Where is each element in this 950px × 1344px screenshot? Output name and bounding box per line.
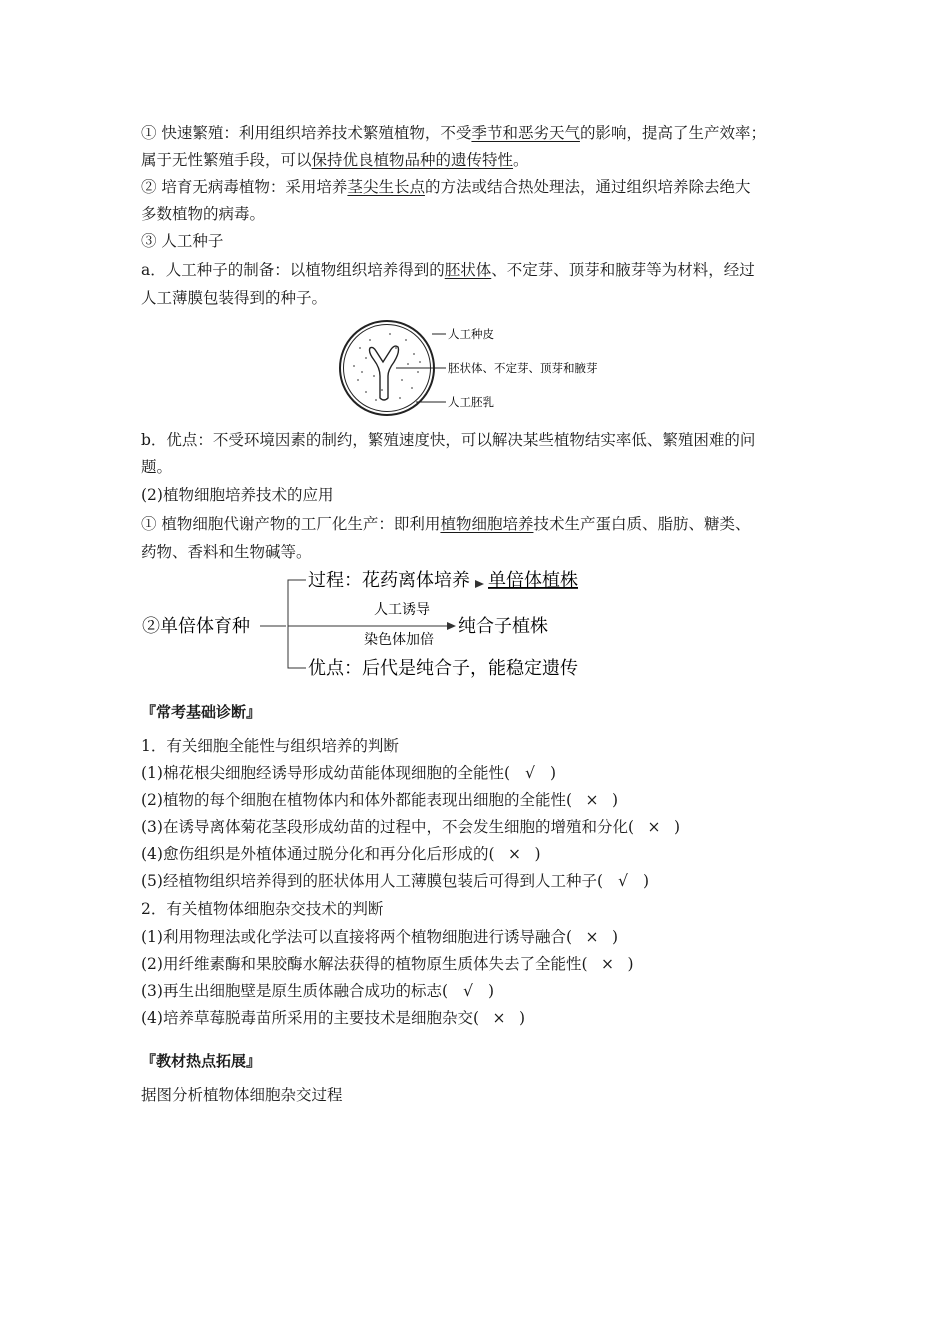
textbook-paragraph: 据图分析植物体细胞杂交过程: [141, 1086, 343, 1104]
haploid-plant-text: 单倍体植株: [488, 570, 578, 591]
arrow-head-1: [475, 580, 484, 588]
paragraph-seed-prep: a．人工种子的制备：以植物组织培养得到的胚状体、不定芽、顶芽和腋芽等为材料，经过: [141, 261, 755, 279]
label-embryo: 胚状体、不定芽、顶芽和腋芽: [448, 361, 598, 375]
question-item: (4)愈伤组织是外植体通过脱分化和再分化后形成的( × ): [141, 845, 541, 863]
paragraph-virus-free: ② 培育无病毒植物：采用培养茎尖生长点的方法或结合热处理法，通过组织培养除去绝大: [141, 178, 751, 196]
answer-mark: √: [463, 982, 473, 1000]
answer-mark: ×: [647, 818, 661, 836]
label-artificial-seed-coat: 人工种皮: [448, 327, 494, 341]
advantage-text: 优点：后代是纯合子，能稳定遗传: [308, 658, 578, 679]
answer-mark: ×: [585, 928, 599, 946]
paragraph-metabolite-production: ① 植物细胞代谢产物的工厂化生产：即利用植物细胞培养技术生产蛋白质、脂肪、糖类、: [141, 515, 751, 533]
underlined-answer: 保持优良植物品种的遗传特性: [311, 151, 514, 169]
question-item: (1)利用物理法或化学法可以直接将两个植物细胞进行诱导融合( × ): [141, 928, 619, 946]
bracket: [288, 580, 306, 668]
question-item: (3)再生出细胞壁是原生质体融合成功的标志( √ ): [141, 982, 495, 1000]
pure-plant-text: 纯合子植株: [458, 616, 548, 637]
haploid-breeding-diagram: [138, 566, 608, 682]
artificial-seed-diagram: [330, 318, 630, 418]
embryo-shape: [370, 346, 399, 400]
answer-mark: ×: [601, 955, 615, 973]
arrow-head-2: [447, 622, 456, 630]
haploid-breeding-title: ②单倍体育种: [142, 616, 250, 637]
paragraph-metabolite-production-cont: 药物、香料和生物碱等。: [141, 543, 312, 561]
answer-mark: ×: [508, 845, 522, 863]
question-group-2-title: 2．有关植物体细胞杂交技术的判断: [141, 900, 384, 918]
diagnosis-heading: 『常考基础诊断』: [141, 703, 262, 721]
endosperm-dots: [353, 333, 421, 401]
answer-mark: √: [618, 872, 628, 890]
heading-artificial-seed: ③ 人工种子: [141, 232, 224, 250]
paragraph-rapid-propagation-cont: 属于无性繁殖手段，可以保持优良植物品种的遗传特性。: [141, 151, 529, 169]
underlined-answer: 季节和恶劣天气: [471, 124, 580, 142]
question-item: (1)棉花根尖细胞经诱导形成幼苗能体现细胞的全能性( √ ): [141, 764, 557, 782]
process-text: 过程：花药离体培养: [308, 570, 470, 591]
question-item: (2)用纤维素酶和果胶酶水解法获得的植物原生质体失去了全能性( × ): [141, 955, 634, 973]
answer-mark: √: [525, 764, 535, 782]
heading-cell-culture: (2)植物细胞培养技术的应用: [141, 486, 334, 504]
question-item: (4)培养草莓脱毒苗所采用的主要技术是细胞杂交( × ): [141, 1009, 526, 1027]
textbook-heading: 『教材热点拓展』: [141, 1052, 262, 1070]
label-artificial-endosperm: 人工胚乳: [448, 395, 494, 409]
paragraph-rapid-propagation: ① 快速繁殖：利用组织培养技术繁殖植物，不受季节和恶劣天气的影响，提高了生产效率；: [141, 124, 766, 142]
paragraph-advantages: b．优点：不受环境因素的制约，繁殖速度快，可以解决某些植物结实率低、繁殖困难的问: [141, 431, 756, 449]
double-text: 染色体加倍: [364, 632, 434, 648]
question-item: (3)在诱导离体菊花茎段形成幼苗的过程中，不会发生细胞的增殖和分化( × ): [141, 818, 681, 836]
paragraph-advantages-cont: 题。: [141, 458, 173, 476]
question-group-1-title: 1．有关细胞全能性与组织培养的判断: [141, 737, 399, 755]
underlined-answer: 胚状体: [444, 261, 492, 279]
paragraph-seed-prep-cont: 人工薄膜包装得到的种子。: [141, 289, 328, 307]
question-item: (5)经植物组织培养得到的胚状体用人工薄膜包装后可得到人工种子( √ ): [141, 872, 650, 890]
answer-mark: ×: [492, 1009, 506, 1027]
answer-mark: ×: [585, 791, 599, 809]
underlined-answer: 植物细胞培养: [440, 515, 534, 533]
question-item: (2)植物的每个细胞在植物体内和体外都能表现出细胞的全能性( × ): [141, 791, 619, 809]
induce-text: 人工诱导: [374, 602, 430, 618]
underlined-answer: 茎尖生长点: [347, 178, 425, 196]
paragraph-virus-free-cont: 多数植物的病毒。: [141, 205, 266, 223]
